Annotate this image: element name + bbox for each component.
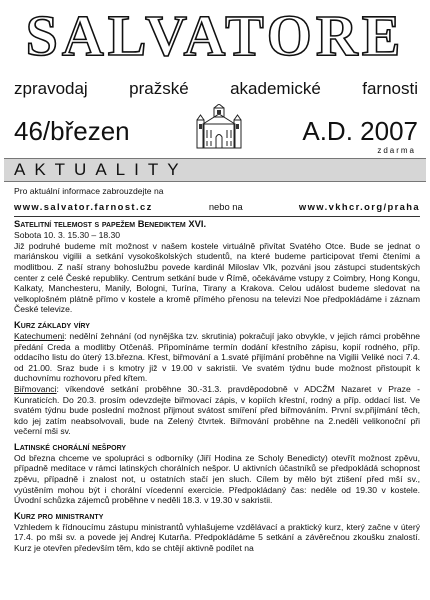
subtitle-word: farnosti — [362, 79, 418, 98]
article-heading: Kurz pro ministranty — [14, 509, 104, 521]
link-separator: nebo na — [208, 200, 243, 212]
price-note: zdarma — [377, 146, 416, 155]
main-content — [14, 186, 420, 554]
subtitle-word: pražské — [129, 79, 189, 98]
website-link-1[interactable]: www.salvator.farnost.cz — [14, 200, 153, 212]
article-paragraph — [14, 384, 420, 437]
subtitle-word: akademické — [230, 79, 321, 98]
article-body: Od března chceme ve spolupráci s odborníky (Jiří Hodina ze Scholy Benedicty) otevřít možnost zpěvu, případně meditace v rámci latinských chorálních nešpor. U aktivních účastníků se předpokládá schopnost zpěvu, případně i znalost not, u ostatních stačí jen sluch. Cílem by mělo být ztišení před mší sv., vyústěním mohou být i chorální vícedenní exercicie. Předpokládaný čas: neděle od 19.30 v kostele. Úvodní schůzka zájemců proběhne v neděli 18.3. v 19.30 v sakristii. — [14, 452, 420, 506]
website-link-2[interactable]: www.vkhcr.org/praha — [298, 200, 420, 212]
paragraph-text: : nedělní žehnání (od nynějška tzv. skrutinia) pokračují jako obvykle, v jejich rámci proběhne předání Creda a modlitby Otčenáš. Připomínáme termín dodání křestního zápisu, kopií rodného, příp. oddacího listu do úterý 13.března. Křest, biřmování a 1.svaté přijímání proběhne na Vigilii Veliké noci 7.4. od 21.00. Sraz bude i s kmotry již v 19.00 v sakristii. Ve svatém týdnu bude možnost přistoupit k duchovnímu rozhovoru před křtem. — [14, 330, 420, 384]
intro-text: Pro aktuální informace zabrouzdejte na — [14, 186, 164, 196]
article-paragraph — [14, 331, 420, 384]
section-bar-title: AKTUALITY — [14, 160, 188, 179]
web-links — [14, 202, 420, 213]
article-heading: Satelitní telemost s papežem Benediktem XVI. — [14, 216, 420, 230]
issue-year: A.D. 2007 — [302, 116, 418, 146]
church-illustration — [195, 104, 243, 150]
article-heading: Kurz základy víry — [14, 318, 90, 330]
section-bar — [4, 158, 426, 182]
subtitle-word: zpravodaj — [14, 79, 88, 98]
masthead-title: SALVATORE — [25, 3, 405, 68]
paragraph-label: Biřmovanci — [14, 383, 57, 394]
article-heading: Latinské chorální nešpory — [14, 440, 127, 452]
article-body: Již podruhé budeme mít možnost v našem kostele virtuálně přivítat Svatého Otce. Bude se jednat o mariánskou vigilii a setkání vysokoškolských studentů, na které budeme participovat třemi čteními a modlitbou. Z naší strany bohoslužbu povede kardinál Miloslav Vlk, pozváni jsou zástupci studentských center z celé České republiky. Centrum setkání bude v Římě, očekáváme vstupy z Coimbry, Hong Kongu, Kalkaty, Manchesteru, Manily, Bologni, Turína, Tirany a Krakova. Celou událost budeme sledovat na velkoplošném plátně přímo v kostele a kromě přímého přenosu na televizi Noe předpokládáme i záznam České televize. — [14, 240, 420, 315]
paragraph-text: : víkendové setkání proběhne 30.-31.3. pravděpodobně v ADCŽM Nazaret v Praze - Kunraticích. Do 20.3. prosím odevzdejte biřmovací zápis, v kopiích křestní, rodný a příp. oddací list. Ve svatém týdnu bude poslední možnost přijmout svátost smíření před biřmováním. První sv.přijímání těch, kdo jej zatím neabsolvovali, bude na Zelený čtvrtek. Biřmování proběhne na 2.neděli velikonoční při večerní mši sv. — [14, 383, 420, 437]
masthead-subtitle — [14, 78, 418, 100]
article-subheading: Sobota 10. 3. 15.30 – 18.30 — [14, 230, 121, 241]
paragraph-label: Katechumeni — [14, 330, 65, 341]
article-body: Vzhledem k řídnoucímu zástupu ministrantů vyhlašujeme vzdělávací a praktický kurz, který začne v úterý 17.4. po mši sv. a povede jej Andrej Kutarňa. Předpokládáme 5 setkání a závěrečnou zkoušku znalostí. Kurz je otevřen především těm, kdo se chtějí aktivně podílet na — [14, 521, 420, 554]
issue-number: 46/březen — [14, 116, 130, 146]
